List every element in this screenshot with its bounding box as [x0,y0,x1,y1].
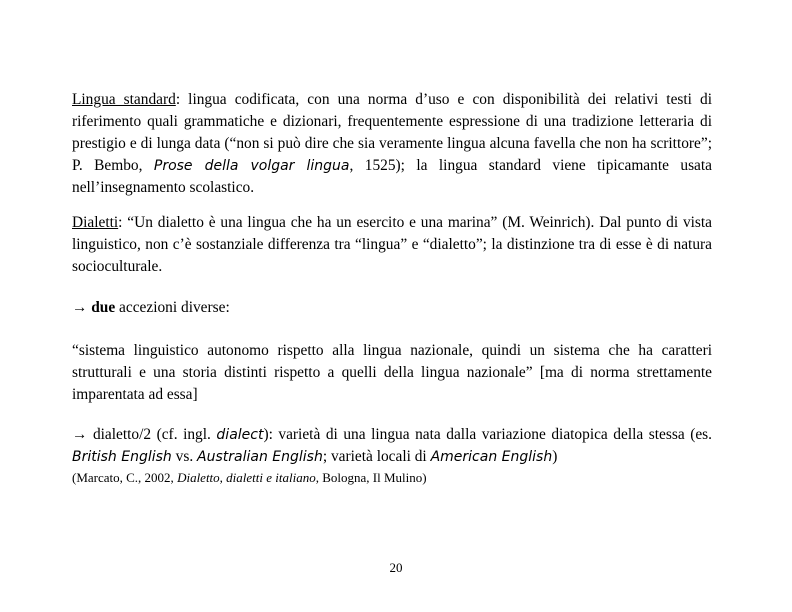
text-part: ) [552,448,558,465]
paragraph-second-meaning [72,424,712,468]
text-part: vs. [171,448,198,465]
separator: : [118,214,128,231]
definition-text: “Un dialetto è una lingua che ha un esercito e una marina” (M. Weinrich). Dal punto di vista linguistico, non c’è sostanziale differenza tra “lingua” e “dialetto”; la distinzione tra di esse è di natura socioculturale. [72,214,713,275]
text-part: ; varietà locali di [322,448,431,465]
term-dialect: dialect [216,427,264,443]
paragraph-dialetti [72,212,712,278]
term-lingua-standard: Lingua standard [72,91,176,108]
arrow-icon: → [72,299,92,316]
cited-title: Prose della volgar lingua [153,158,350,174]
term-australian-english: Australian English [197,449,323,465]
source-citation [72,469,712,487]
definition-text-end: , 1525); la lingua standard viene tipicamante usata nell’insegnamento scolastico. [72,157,712,196]
citation-text-end: , Bologna, Il Mulino) [315,470,427,485]
term-dialetti: Dialetti [72,214,119,231]
paragraph-text: accezioni diverse: [115,299,230,316]
text-part: ): varietà di una lingua nata dalla variazione diatopica della stessa (es. [263,426,712,443]
page-number: 20 [389,560,403,575]
paragraph-lingua-standard [72,89,712,199]
definition-text: “sistema linguistico autonomo rispetto alla lingua nazionale, quindi un sistema che ha caratteri strutturali e una storia distinti rispetto a quelli della lingua nazionale” [ma di norma strettamente imparentata ad essa] [72,342,712,403]
emphasis-due: due [91,299,116,316]
paragraph-first-meaning [72,340,712,406]
citation-text: (Marcato, C., 2002, [72,470,178,485]
separator: : [175,91,189,108]
definition-text: lingua codificata, con una norma d’uso e con disponibilità dei relativi testi di riferimento quali grammatiche e dizionari, frequentemente espressione di una tradizione letteraria di prestigio e di lunga data (“non si può dire che sia veramente lingua alcuna favella che non ha scrittore”; P. Bembo, [72,91,712,174]
text-part: dialetto/2 (cf. ingl. [92,426,217,443]
paragraph-two-meanings [72,297,712,319]
arrow-icon: → [72,426,93,443]
citation-title: Dialetto, dialetti e italiano [177,470,316,485]
term-american-english: American English [430,449,553,465]
term-british-english: British English [72,449,172,465]
